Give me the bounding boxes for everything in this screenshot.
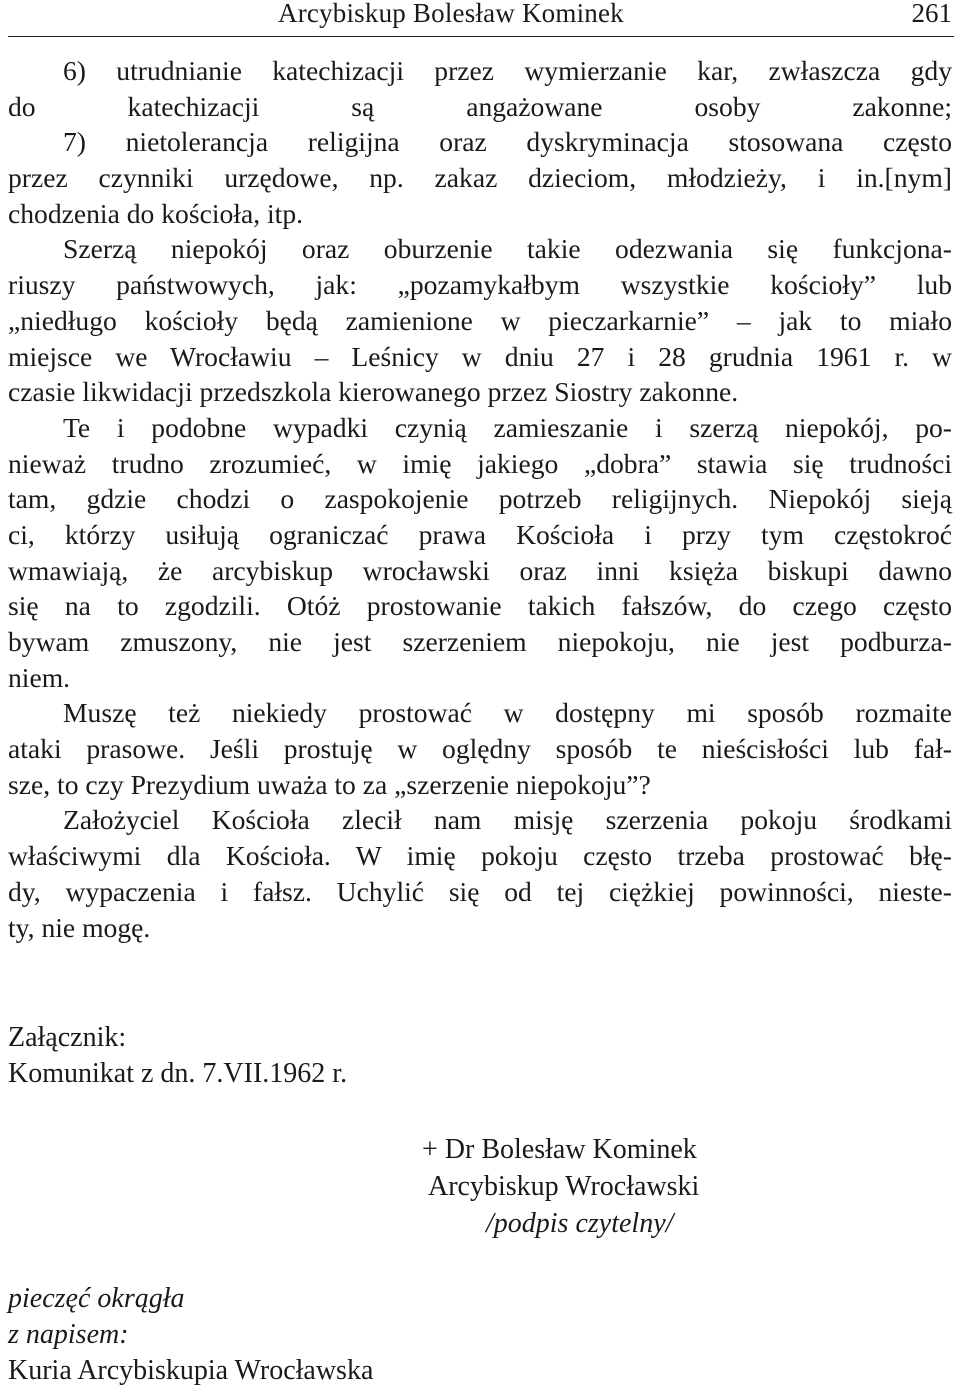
text-line: Szerzą niepokój oraz oburzenie takie odezwania się funkcjona- [63,233,952,265]
text-line: Te i podobne wypadki czynią zamieszanie i szerzą niepokój, po- [63,411,952,443]
text-line: chodzenia do kościoła, itp. [8,197,304,229]
signature-note: /podpis czytelny/ [486,1208,674,1239]
text-line: 7) nietolerancja religijna oraz dyskryminacja stosowana często [63,126,952,158]
text-line: ataki prasowe. Jeśli prostuję w oględny sposób te nieścisłości lub fał- [8,733,952,765]
text-line: przez czynniki urzędowe, np. zakaz dzieciom, młodzieży, i in.[nym] [8,162,952,194]
letter-body [8,53,952,945]
text-line: właściwymi dla Kościoła. W imię pokoju często trzeba prostować błę- [8,840,952,872]
text-line: niem. [8,661,71,693]
seal-line-3: Kuria Arcybiskupia Wrocławska [8,1355,374,1386]
text-line: sze, to czy Prezydium uważa to za „szerzenie niepokoju”? [8,768,651,800]
text-line: Muszę też niekiedy prostować w dostępny mi sposób rozmaite [63,697,952,729]
signature-name: + Dr Bolesław Kominek [422,1134,697,1165]
seal-description [8,1281,373,1389]
text-line: ty, nie mogę. [8,911,151,943]
appendix-block [8,1020,347,1092]
text-line: bywam zmuszony, nie jest szerzeniem niepokoju, nie jest podburza- [8,626,952,657]
text-line: się na to zgodzili. Otóż prostowanie takich fałszów, do czego często [8,590,952,622]
page-number: 261 [911,0,952,28]
text-line: ci, którzy usiłują ograniczać prawa Kościoła i przy tym częstokroć [8,518,952,550]
text-line: „niedługo kościoły będą zamienione w pieczarkarnie” – jak to miało [8,304,952,336]
text-line: tam, gdzie chodzi o zaspokojenie potrzeb religijnych. Niepokój sieją [8,483,952,515]
text-line: 6) utrudnianie katechizacji przez wymierzanie kar, zwłaszcza gdy [63,55,952,86]
text-line: miejsce we Wrocławiu – Leśnicy w dniu 27 i 28 grudnia 1961 r. w [8,340,952,372]
running-title: Arcybiskup Bolesław Kominek [278,0,624,28]
seal-line-2: z napisem: [8,1319,129,1350]
text-line: do katechizacji są angażowane osoby zakonne; [8,90,952,122]
text-line: czasie likwidacji przedszkola kierowanego przez Siostry zakonne. [8,376,739,408]
appendix-label: Załącznik: [8,1022,127,1053]
seal-line-1: pieczęć okrągła [8,1283,185,1314]
text-line: nieważ trudno zrozumieć, w imię jakiego „dobra” stawia się trudności [8,447,952,479]
text-line: dy, wypaczenia i fałsz. Uchylić się od tej ciężkiej powinności, nieste- [8,875,952,907]
running-header [8,0,954,37]
text-line: Założyciel Kościoła zlecił nam misję szerzenia pokoju środkami [63,804,952,836]
signature-title: Arcybiskup Wrocławski [428,1171,700,1202]
appendix-item: Komunikat z dn. 7.VII.1962 r. [8,1058,348,1089]
text-line: wmawiają, że arcybiskup wrocławski oraz inni księża biskupi dawno [8,554,952,586]
text-line: riuszy państwowych, jak: „pozamykałbym wszystkie kościoły” lub [8,269,952,301]
